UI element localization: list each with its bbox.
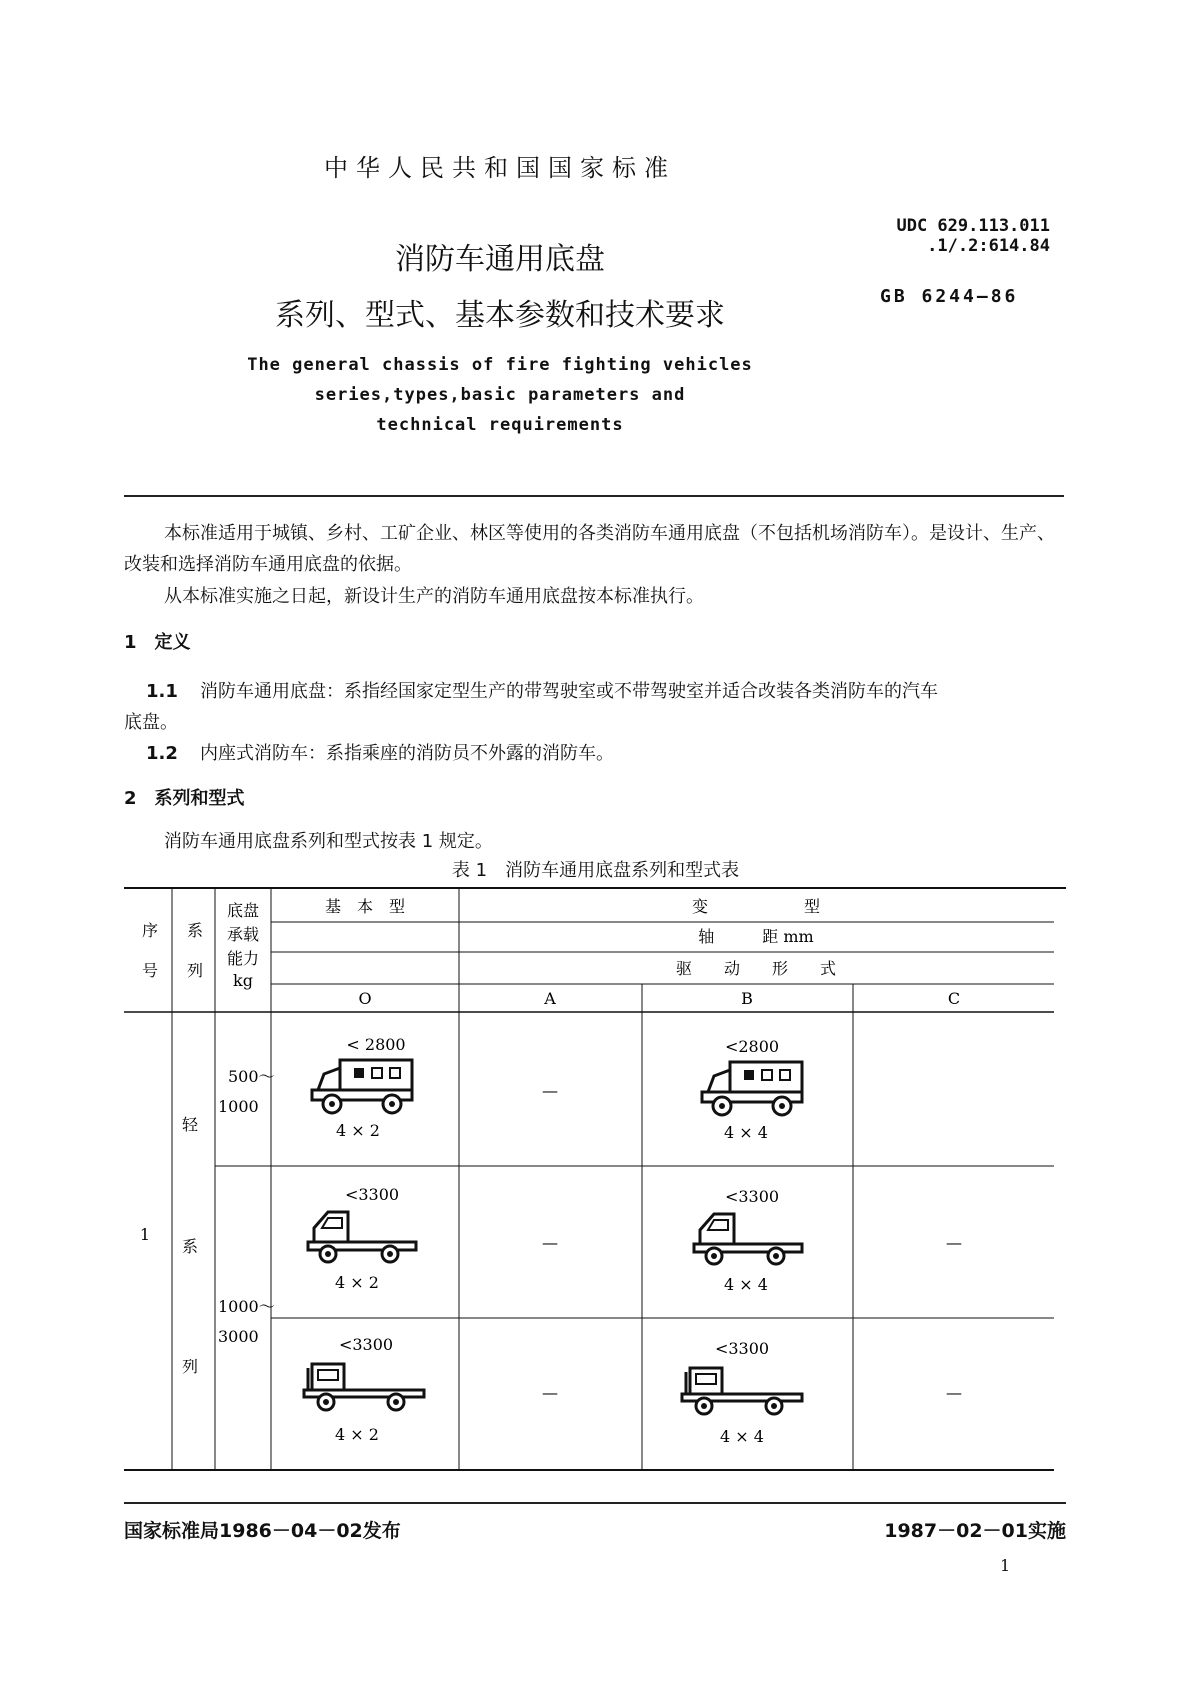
series-char-xi: 系 (181, 1237, 199, 1256)
truck-van-4x4-icon (702, 1062, 802, 1115)
english-title-line-1: The general chassis of fire fighting vehicles (247, 355, 753, 375)
implementation-date: 1987－02－01实施 (884, 1520, 1066, 1542)
r3-a-dash: — (542, 1383, 558, 1402)
r1-b-drive: 4 × 4 (724, 1123, 768, 1142)
r1-o-wheelbase: < 2800 (346, 1035, 406, 1054)
clause-1-2-number: 1.2 (146, 743, 178, 764)
section-1-heading: 1 定义 (124, 632, 191, 653)
truck-flatbed-icon (304, 1364, 424, 1410)
header-col-a: A (544, 989, 556, 1008)
r2-c-dash: — (946, 1233, 962, 1252)
capacity-range-1-a: 500～ (228, 1067, 275, 1086)
header-series-2: 列 (186, 961, 204, 980)
header-seq-2: 号 (141, 961, 159, 980)
truck-cab-icon (308, 1212, 416, 1262)
clause-1-1-text: 消防车通用底盘：系指经国家定型生产的带驾驶室或不带驾驶室并适合改装各类消防车的汽车 (200, 681, 938, 702)
issue-date: 国家标准局1986－04－02发布 (124, 1520, 401, 1542)
r3-b-drive: 4 × 4 (720, 1427, 764, 1446)
standard-heading: 中华人民共和国国家标准 (324, 154, 676, 182)
capacity-range-2-a: 1000～ (218, 1297, 275, 1316)
truck-cab-4x4-icon (694, 1214, 802, 1264)
intro-paragraph: 本标准适用于城镇、乡村、工矿企业、林区等使用的各类消防车通用底盘（不包括机场消防车）。是设计、生产、改装和选择消防车通用底盘的依据。 (124, 523, 1055, 575)
series-char-light: 轻 (181, 1115, 199, 1134)
r2-o-drive: 4 × 2 (335, 1273, 379, 1292)
header-capacity-unit: kg (233, 971, 253, 990)
header-capacity-1: 底盘 (226, 901, 260, 920)
header-col-o: O (358, 989, 372, 1008)
header-basic-type: 基 本 型 (324, 897, 406, 916)
truck-van-icon (312, 1060, 412, 1113)
r2-o-wheelbase: <3300 (344, 1185, 400, 1204)
clause-1-1-number: 1.1 (146, 681, 178, 702)
page-number: 1 (1000, 1556, 1011, 1575)
gb-number: GB 6244—86 (880, 286, 1019, 307)
clause-1-1-continuation: 底盘。 (124, 712, 178, 733)
header-seq-1: 序 (141, 921, 159, 940)
english-title-line-2: series,types,basic parameters and (314, 385, 686, 405)
header-capacity-2: 承载 (226, 925, 260, 944)
header-col-b: B (741, 989, 753, 1008)
r3-o-wheelbase: <3300 (338, 1335, 394, 1354)
header-series-1: 系 (186, 921, 204, 940)
title-line-2: 系列、型式、基本参数和技术要求 (275, 298, 725, 333)
r1-o-drive: 4 × 2 (336, 1121, 380, 1140)
title-line-1: 消防车通用底盘 (395, 242, 605, 277)
udc-line-1: UDC 629.113.011 (896, 216, 1050, 236)
header-col-c: C (947, 989, 961, 1008)
truck-flatbed-4x4-icon (682, 1368, 802, 1414)
r3-b-wheelbase: <3300 (714, 1339, 770, 1358)
section-2-text: 消防车通用底盘系列和型式按表 1 规定。 (164, 831, 493, 852)
capacity-range-1-b: 1000 (218, 1097, 259, 1116)
english-title-line-3: technical requirements (376, 415, 624, 435)
header-capacity-3: 能力 (226, 949, 260, 968)
footer-divider (124, 1502, 1066, 1504)
row-number: 1 (139, 1225, 151, 1244)
r2-b-wheelbase: <3300 (724, 1187, 780, 1206)
section-2-heading: 2 系列和型式 (124, 788, 245, 809)
clause-1-2-text: 内座式消防车：系指乘座的消防员不外露的消防车。 (200, 743, 614, 764)
series-char-lie: 列 (181, 1357, 199, 1376)
r2-b-drive: 4 × 4 (724, 1275, 768, 1294)
r2-a-dash: — (542, 1233, 558, 1252)
udc-line-2: .1/.2:614.84 (927, 236, 1050, 256)
table-caption: 表 1 消防车通用底盘系列和型式表 (451, 860, 740, 881)
header-drive-form: 驱 动 形 式 (675, 959, 837, 978)
r1-b-wheelbase: <2800 (724, 1037, 780, 1056)
intro-paragraph-2: 从本标准实施之日起，新设计生产的消防车通用底盘按本标准执行。 (164, 586, 704, 607)
header-wheelbase: 轴 距 mm (698, 927, 814, 946)
r3-o-drive: 4 × 2 (335, 1425, 379, 1444)
header-variant-type: 变 型 (691, 897, 821, 916)
r1-a-dash: — (542, 1081, 558, 1100)
r3-c-dash: — (946, 1383, 962, 1402)
capacity-range-2-b: 3000 (218, 1327, 259, 1346)
